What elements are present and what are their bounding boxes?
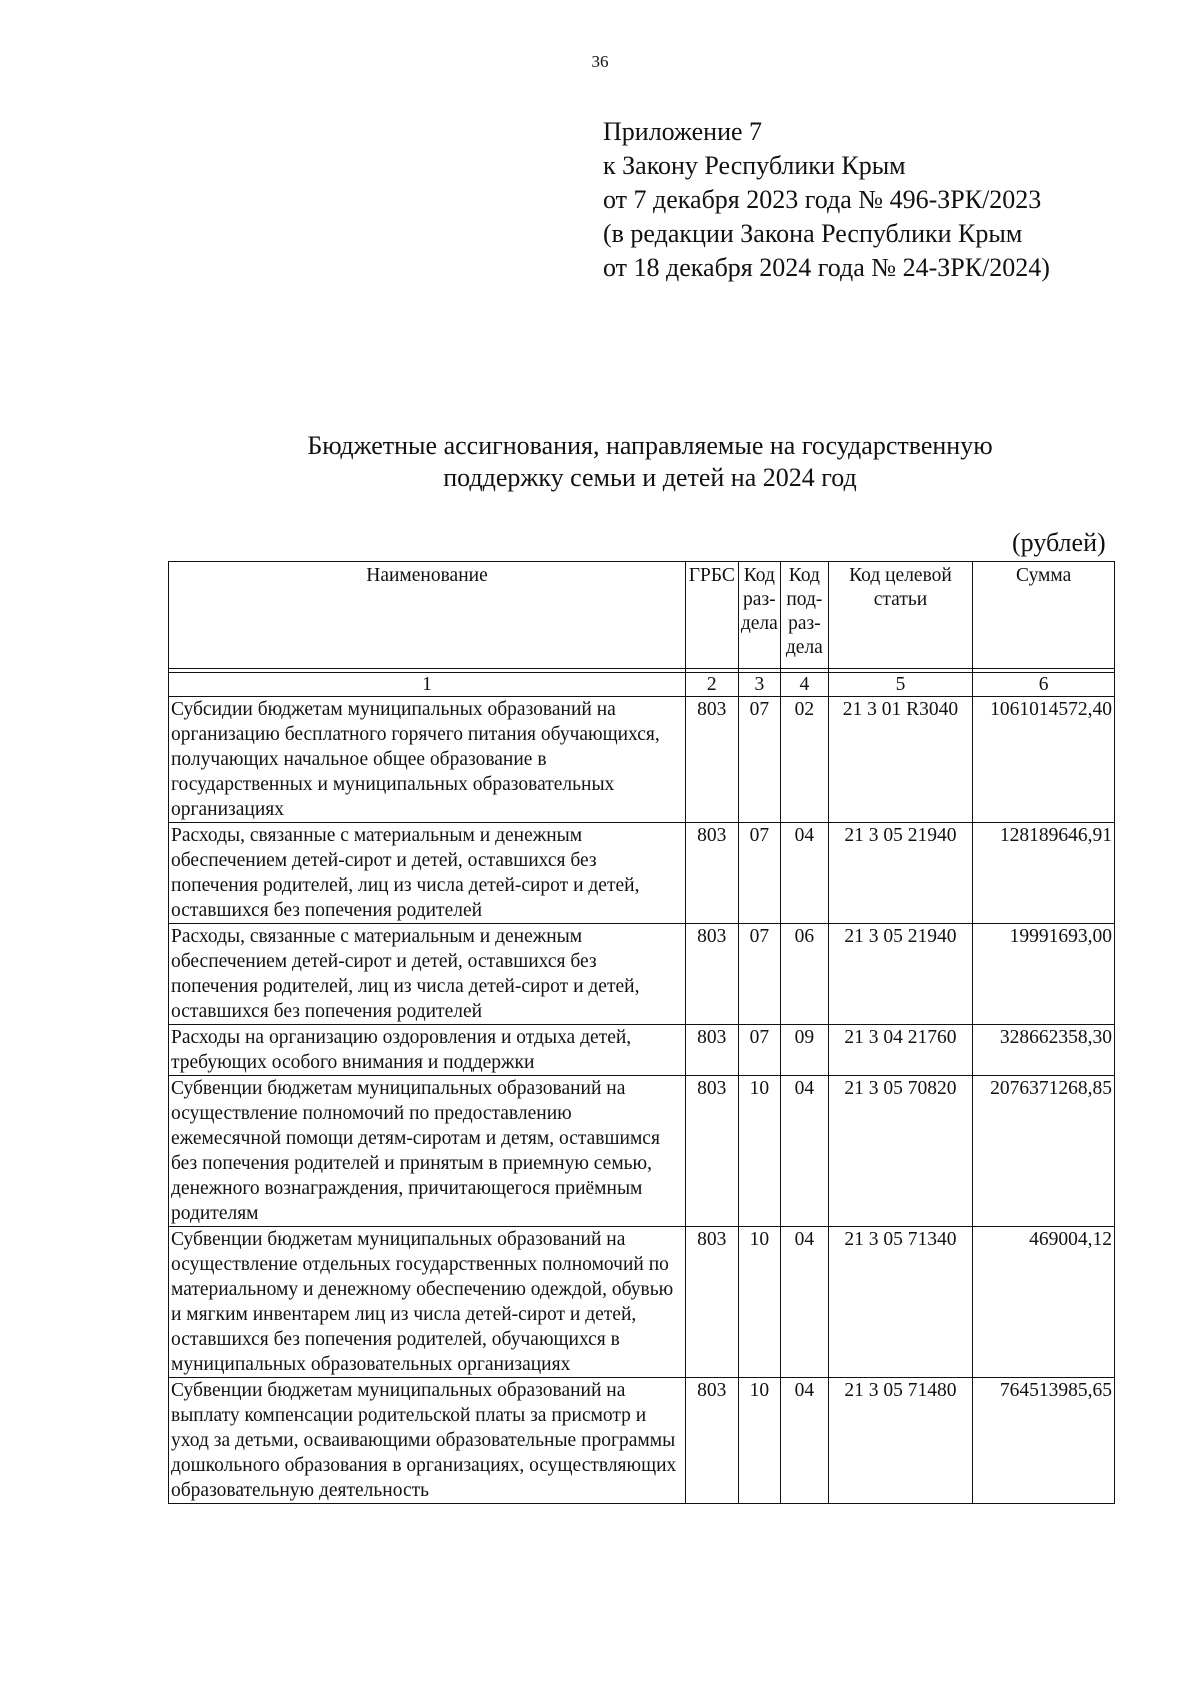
table-row — [169, 697, 1115, 823]
currency-unit: (рублей) — [1012, 528, 1106, 557]
row-target-code: 21 3 05 71340 — [828, 1227, 973, 1378]
row-target-code: 21 3 01 R3040 — [828, 697, 973, 823]
row-razdel: 07 — [738, 1025, 780, 1076]
row-sum: 328662358,30 — [973, 1025, 1115, 1076]
row-name: Субвенции бюджетам муниципальных образований на осуществление полномочий по предоставлению ежемесячной помощи детям-сиротам и детям, оставшимся без попечения родителей и принятым в приемную семью, денежного вознаграждения, причитающегося приёмным родителям — [169, 1076, 686, 1227]
header-podrazdel: Код под-раз-дела — [781, 562, 829, 669]
row-grbs: 803 — [686, 1378, 739, 1504]
appendix-line: от 18 декабря 2024 года № 24-ЗРК/2024) — [603, 253, 1050, 282]
title-line-1: Бюджетные ассигнования, направляемые на государственную — [307, 431, 993, 460]
title-line-2: поддержку семьи и детей на 2024 год — [443, 463, 857, 492]
row-razdel: 07 — [738, 697, 780, 823]
row-podrazdel: 04 — [781, 1076, 829, 1227]
budget-table — [168, 561, 1115, 1504]
row-podrazdel: 09 — [781, 1025, 829, 1076]
row-target-code: 21 3 05 21940 — [828, 924, 973, 1025]
table-header-row — [169, 562, 1115, 669]
row-name: Расходы, связанные с материальным и денежным обеспечением детей-сирот и детей, оставшихся без попечения родителей, лиц из числа детей-сирот и детей, оставшихся без попечения родителей — [169, 823, 686, 924]
row-grbs: 803 — [686, 924, 739, 1025]
table-row — [169, 1076, 1115, 1227]
row-razdel: 10 — [738, 1378, 780, 1504]
row-target-code: 21 3 05 70820 — [828, 1076, 973, 1227]
row-razdel: 07 — [738, 823, 780, 924]
header-sum: Сумма — [973, 562, 1115, 669]
row-razdel: 07 — [738, 924, 780, 1025]
appendix-line: (в редакции Закона Республики Крым — [603, 219, 1023, 248]
header-grbs: ГРБС — [686, 562, 739, 669]
row-podrazdel: 02 — [781, 697, 829, 823]
row-sum: 469004,12 — [973, 1227, 1115, 1378]
row-name: Расходы на организацию оздоровления и отдыха детей, требующих особого внимания и поддержки — [169, 1025, 686, 1076]
row-sum: 764513985,65 — [973, 1378, 1115, 1504]
table-row — [169, 823, 1115, 924]
table-row — [169, 1378, 1115, 1504]
appendix-line: к Закону Республики Крым — [603, 151, 906, 180]
row-grbs: 803 — [686, 823, 739, 924]
row-razdel: 10 — [738, 1076, 780, 1227]
table-row — [169, 1227, 1115, 1378]
row-podrazdel: 04 — [781, 1378, 829, 1504]
row-podrazdel: 04 — [781, 823, 829, 924]
row-podrazdel: 06 — [781, 924, 829, 1025]
document-title — [0, 430, 1200, 494]
row-target-code: 21 3 05 71480 — [828, 1378, 973, 1504]
row-target-code: 21 3 04 21760 — [828, 1025, 973, 1076]
row-razdel: 10 — [738, 1227, 780, 1378]
row-name: Расходы, связанные с материальным и денежным обеспечением детей-сирот и детей, оставшихся без попечения родителей, лиц из числа детей-сирот и детей, оставшихся без попечения родителей — [169, 924, 686, 1025]
row-podrazdel: 04 — [781, 1227, 829, 1378]
column-number-row — [169, 673, 1115, 697]
header-razdel: Код раз-дела — [738, 562, 780, 669]
column-number: 4 — [781, 673, 829, 697]
appendix-line: от 7 декабря 2023 года № 496-ЗРК/2023 — [603, 185, 1042, 214]
column-number: 6 — [973, 673, 1115, 697]
header-target: Код целевой статьи — [828, 562, 973, 669]
row-grbs: 803 — [686, 1025, 739, 1076]
column-number: 2 — [686, 673, 739, 697]
appendix-line: Приложение 7 — [603, 117, 763, 146]
row-grbs: 803 — [686, 1227, 739, 1378]
row-target-code: 21 3 05 21940 — [828, 823, 973, 924]
appendix-reference — [603, 115, 1050, 285]
row-name: Субвенции бюджетам муниципальных образований на осуществление отдельных государственных полномочий по материальному и денежному обеспечению одеждой, обувью и мягким инвентарем лиц из числа детей-сирот и детей, оставшихся без попечения родителей, обучающихся в муниципальных образовательных организациях — [169, 1227, 686, 1378]
row-sum: 1061014572,40 — [973, 697, 1115, 823]
row-sum: 19991693,00 — [973, 924, 1115, 1025]
row-name: Субсидии бюджетам муниципальных образований на организацию бесплатного горячего питания обучающихся, получающих начальное общее образование в государственных и муниципальных образовательных организациях — [169, 697, 686, 823]
row-grbs: 803 — [686, 1076, 739, 1227]
row-sum: 128189646,91 — [973, 823, 1115, 924]
row-name: Субвенции бюджетам муниципальных образований на выплату компенсации родительской платы за присмотр и уход за детьми, осваивающими образовательные программы дошкольного образования в организациях, осуществляющих образовательную деятельность — [169, 1378, 686, 1504]
table-row — [169, 1025, 1115, 1076]
row-sum: 2076371268,85 — [973, 1076, 1115, 1227]
page-number: 36 — [591, 52, 609, 71]
header-name: Наименование — [169, 562, 686, 669]
row-grbs: 803 — [686, 697, 739, 823]
table-row — [169, 924, 1115, 1025]
column-number: 1 — [169, 673, 686, 697]
column-number: 3 — [738, 673, 780, 697]
column-number: 5 — [828, 673, 973, 697]
